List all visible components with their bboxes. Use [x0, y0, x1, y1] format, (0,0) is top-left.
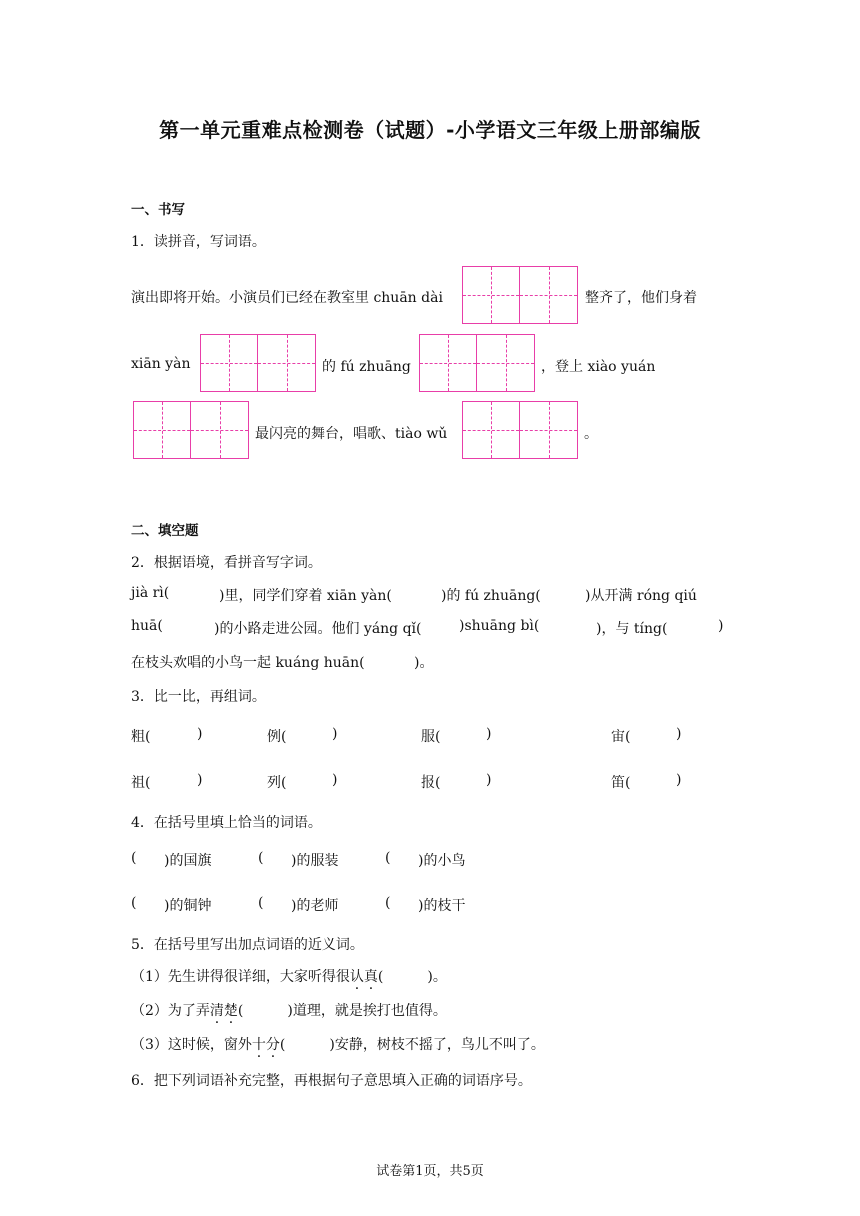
- q5-s3-end: )安静，树枝不摇了，鸟儿不叫了。: [329, 1037, 545, 1053]
- question-6-prompt: 6．把下列词语补充完整，再根据句子意思填入正确的词语序号。: [131, 1073, 532, 1089]
- dotted-char: 真: [363, 969, 378, 985]
- section-heading-fill: 二、填空题: [131, 523, 199, 539]
- q2-line3-b: )。: [414, 655, 434, 671]
- q3-r2-c4: 笛(: [611, 775, 631, 791]
- q4-r2-open2: (: [258, 895, 264, 911]
- q1-line2-pinyin-fuzhuang: 的 fú zhuāng: [322, 359, 411, 375]
- q5-s1-pre: （1）先生讲得很详细，大家听得很: [131, 969, 350, 985]
- q3-r1-c1-close: ): [197, 726, 203, 742]
- question-5-prompt: 5．在括号里写出加点词语的近义词。: [131, 937, 364, 953]
- q1-line1-tail: 整齐了，他们身着: [585, 290, 697, 306]
- dotted-char: 楚: [223, 1003, 238, 1019]
- q5-s3-pre: （3）这时候，窗外: [131, 1037, 252, 1053]
- q3-r1-c2-close: ): [332, 726, 338, 742]
- q5-s3-open: (: [279, 1037, 286, 1053]
- q4-r2-item3: )的枝干: [418, 898, 466, 914]
- q3-r2-c2-close: ): [332, 772, 338, 788]
- q3-r2-c3: 报(: [421, 775, 441, 791]
- q5-sentence-2: [131, 1000, 447, 1020]
- question-4-prompt: 4．在括号里填上恰当的词语。: [131, 815, 322, 831]
- q4-r1-open3: (: [385, 850, 391, 866]
- q2-line2-e: ): [718, 618, 724, 634]
- q4-r1-item2: )的服装: [291, 853, 339, 869]
- q2-line1-b: )里，同学们穿着 xiān yàn(: [219, 588, 392, 604]
- q1-line2-pinyin-xianyan: xiān yàn: [131, 356, 191, 372]
- dotted-char: 清: [209, 1003, 224, 1019]
- q4-r1-item3: )的小鸟: [418, 853, 466, 869]
- q4-r1-open1: (: [131, 850, 137, 866]
- q1-line3-text: 最闪亮的舞台，唱歌、tiào wǔ: [255, 426, 448, 442]
- q5-sentence-1: [131, 966, 447, 986]
- q1-line1-text: 演出即将开始。小演员们已经在教室里 chuān dài: [131, 290, 443, 306]
- q2-line2-d: )，与 tíng(: [596, 621, 668, 637]
- question-1-prompt: 1．读拼音，写词语。: [131, 234, 266, 250]
- q4-r2-item2: )的老师: [291, 898, 339, 914]
- dotted-char: 认: [349, 969, 364, 985]
- q3-r2-c3-close: ): [486, 772, 492, 788]
- q5-s2-end: )道理，就是挨打也值得。: [287, 1003, 447, 1019]
- q5-s2-open: (: [237, 1003, 244, 1019]
- q4-r1-item1: )的国旗: [164, 853, 212, 869]
- q3-r1-c1: 粗(: [131, 729, 151, 745]
- q2-line2-b: )的小路走进公园。他们 yáng qǐ(: [214, 621, 422, 637]
- writing-grid-chuandai[interactable]: [462, 266, 578, 324]
- writing-grid-fuzhuang[interactable]: [419, 334, 535, 392]
- q4-r2-open3: (: [385, 895, 391, 911]
- q5-s1-end: )。: [427, 969, 447, 985]
- q3-r1-c3: 服(: [421, 729, 441, 745]
- q3-r1-c3-close: ): [486, 726, 492, 742]
- writing-grid-xiaoyuan[interactable]: [133, 401, 249, 459]
- question-3-prompt: 3．比一比，再组词。: [131, 689, 266, 705]
- q1-line2-pinyin-xiaoyuan: ，登上 xiào yuán: [541, 359, 656, 375]
- q3-r2-c4-close: ): [676, 772, 682, 788]
- q4-r1-open2: (: [258, 850, 264, 866]
- q3-r1-c2: 例(: [267, 729, 287, 745]
- page-title: 第一单元重难点检测卷（试题）-小学语文三年级上册部编版: [159, 118, 701, 142]
- q2-line3-a: 在枝头欢唱的小鸟一起 kuáng huān(: [131, 655, 365, 671]
- q3-r1-c4: 宙(: [611, 729, 631, 745]
- q4-r2-open1: (: [131, 895, 137, 911]
- q5-s2-pre: （2）为了弄: [131, 1003, 210, 1019]
- question-2-prompt: 2．根据语境，看拼音写字词。: [131, 555, 322, 571]
- q2-line2-c: )shuāng bì(: [459, 618, 540, 634]
- q2-line1-c: )的 fú zhuāng(: [441, 588, 541, 604]
- q3-r1-c4-close: ): [676, 726, 682, 742]
- q1-line3-end: 。: [584, 426, 598, 442]
- dotted-char: 十: [251, 1037, 266, 1053]
- q2-line1-a: jià rì(: [131, 585, 170, 601]
- q5-sentence-3: [131, 1034, 545, 1054]
- page-footer: 试卷第1页，共5页: [376, 1164, 484, 1179]
- q3-r2-c2: 列(: [267, 775, 287, 791]
- section-heading-writing: 一、书写: [131, 202, 185, 218]
- q2-line2-a: huā(: [131, 618, 163, 634]
- writing-grid-tiaowu[interactable]: [462, 401, 578, 459]
- q3-r2-c1: 祖(: [131, 775, 151, 791]
- q4-r2-item1: )的铜钟: [164, 898, 212, 914]
- q5-s1-open: (: [377, 969, 384, 985]
- q2-line1-d: )从开满 róng qiú: [585, 588, 697, 604]
- writing-grid-xianyan[interactable]: [200, 334, 316, 392]
- q3-r2-c1-close: ): [197, 772, 203, 788]
- dotted-char: 分: [265, 1037, 280, 1053]
